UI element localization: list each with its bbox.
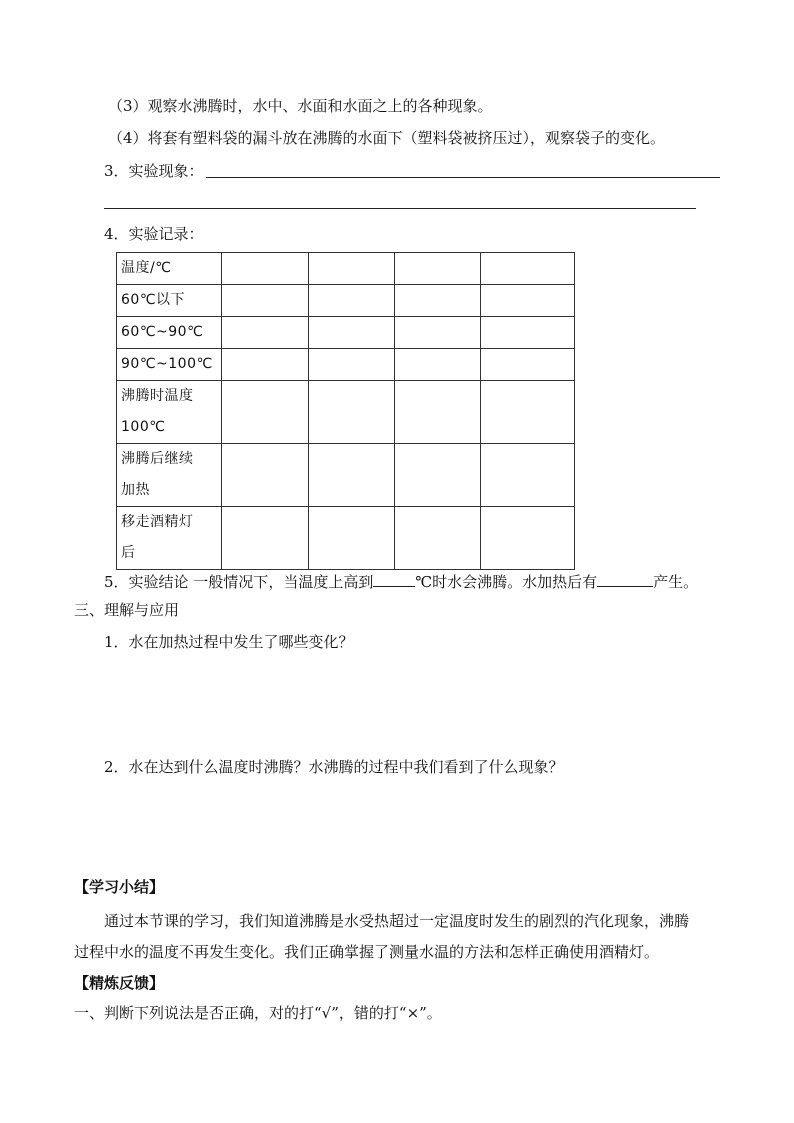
data-cell (395, 381, 481, 444)
section-3-heading: 三、理解与应用 (74, 601, 180, 619)
conclusion-text-3: 产生。 (653, 573, 699, 591)
summary-line-1: 通过本节课的学习，我们知道沸腾是水受热超过一定温度时发生的剧烈的汽化现象，沸腾 (104, 912, 690, 930)
row-label: 温度/℃ (121, 260, 172, 276)
row-label-cell (117, 507, 222, 570)
summary-line-2: 过程中水的温度不再发生变化。我们正确掌握了测量水温的方法和怎样正确使用酒精灯。 (74, 943, 660, 961)
data-cell (222, 507, 309, 570)
conclusion-line (104, 570, 698, 592)
step-4: （4）将套有塑料袋的漏斗放在沸腾的水面下（塑料袋被挤压过），观察袋子的变化。 (108, 129, 666, 147)
data-cell (309, 317, 395, 349)
data-cell (481, 349, 575, 381)
record-table (116, 252, 575, 570)
data-cell (481, 444, 575, 507)
row-label-cell (117, 349, 222, 381)
data-cell (222, 444, 309, 507)
table-row (117, 444, 575, 507)
data-cell (395, 285, 481, 317)
data-cell (222, 285, 309, 317)
data-cell (395, 349, 481, 381)
data-cell (481, 317, 575, 349)
row-label: 60℃~90℃ (121, 324, 204, 340)
row-label-cell (117, 317, 222, 349)
row-label-line: 100℃ (121, 419, 166, 435)
row-label-cell (117, 285, 222, 317)
data-cell (481, 507, 575, 570)
feedback-item-1: 一、判断下列说法是否正确，对的打“√”，错的打“×”。 (74, 1004, 442, 1022)
row-label-cell (117, 253, 222, 285)
step-3: （3）观察水沸腾时，水中、水面和水面之上的各种现象。 (108, 97, 493, 115)
data-cell (395, 253, 481, 285)
row-label-cell (117, 381, 222, 444)
conclusion-text-2: ℃时水会沸腾。水加热后有 (415, 573, 598, 591)
table-row (117, 349, 575, 381)
phenomenon-label: 3．实验现象： (104, 162, 204, 180)
row-label-line: 沸腾后继续 (121, 451, 194, 467)
question-2: 2．水在达到什么温度时沸腾？水沸腾的过程中我们看到了什么现象？ (104, 758, 564, 776)
data-cell (222, 381, 309, 444)
table-row (117, 507, 575, 570)
row-label-line: 后 (121, 545, 136, 561)
table-row (117, 285, 575, 317)
data-cell (309, 444, 395, 507)
data-cell (395, 444, 481, 507)
record-label: 4．实验记录： (104, 225, 204, 243)
phenomenon-blank-line-2 (104, 208, 696, 209)
table-row (117, 317, 575, 349)
feedback-heading: 【精炼反馈】 (74, 974, 165, 992)
data-cell (309, 507, 395, 570)
row-label-cell (117, 444, 222, 507)
data-cell (395, 317, 481, 349)
question-1: 1．水在加热过程中发生了哪些变化？ (104, 633, 354, 651)
conclusion-text-1: 5．实验结论 一般情况下，当温度上高到 (104, 573, 374, 591)
row-label-line: 加热 (121, 482, 150, 498)
data-cell (309, 349, 395, 381)
data-cell (222, 253, 309, 285)
temperature-blank (373, 570, 415, 587)
summary-heading: 【学习小结】 (74, 878, 165, 896)
row-label: 90℃~100℃ (121, 356, 213, 372)
data-cell (395, 507, 481, 570)
data-cell (309, 285, 395, 317)
data-cell (222, 349, 309, 381)
table-row (117, 253, 575, 285)
row-label-line: 移走酒精灯 (121, 514, 194, 530)
data-cell (309, 253, 395, 285)
row-label-line: 沸腾时温度 (121, 388, 194, 404)
data-cell (222, 317, 309, 349)
data-cell (481, 381, 575, 444)
product-blank (597, 570, 653, 587)
row-label: 60℃以下 (121, 292, 186, 308)
phenomenon-blank-line-1 (206, 177, 720, 178)
data-cell (481, 253, 575, 285)
table-row (117, 381, 575, 444)
data-cell (309, 381, 395, 444)
data-cell (481, 285, 575, 317)
